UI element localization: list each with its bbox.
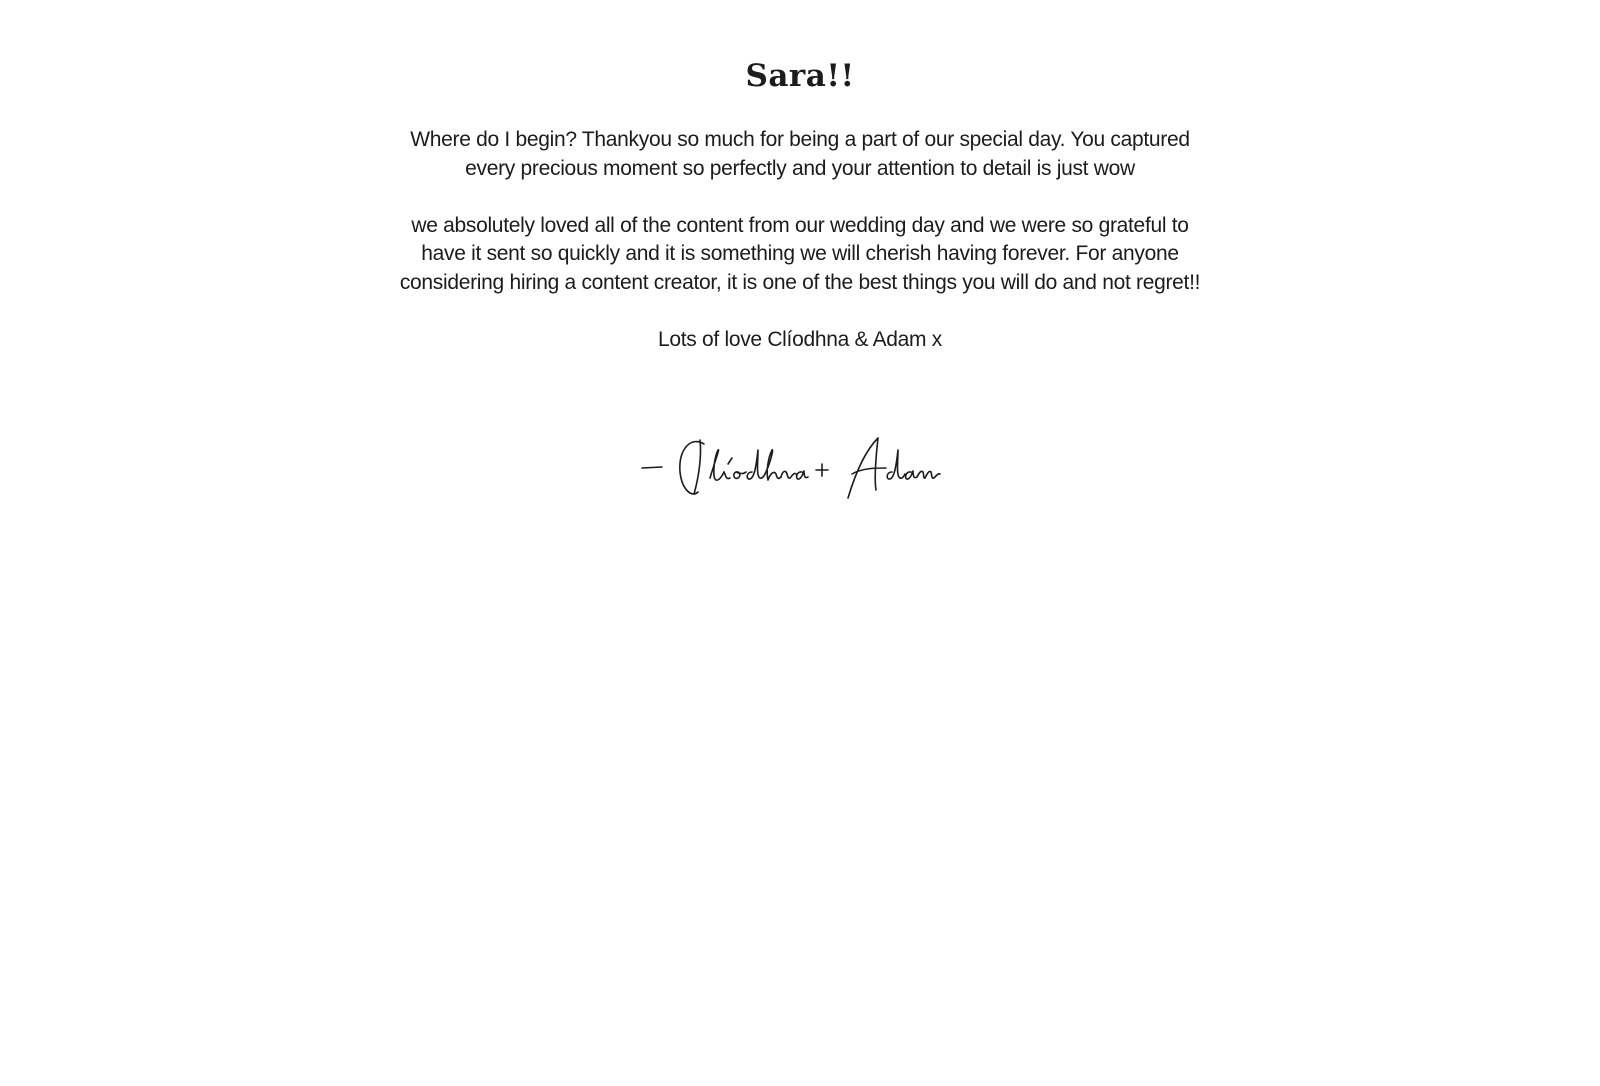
testimonial-paragraph-1: Where do I begin? Thankyou so much for being a part of our special day. You captured every precious moment so perfectly and your attention to detail is just wow [410,128,1190,180]
testimonial-sign-off: Lots of love Clíodhna & Adam x [657,327,942,351]
testimonial-heading: Sara!! [745,58,855,94]
testimonial-paragraph-2: we absolutely loved all of the content from our wedding day and we were so grateful to have it sent so quickly and it is something we will cherish having forever. For anyone considering hiring a content creator, it is one of the best things you will do and not regret!! [399,213,1201,294]
handwritten-signature [640,428,960,508]
testimonial-body [395,126,1205,383]
